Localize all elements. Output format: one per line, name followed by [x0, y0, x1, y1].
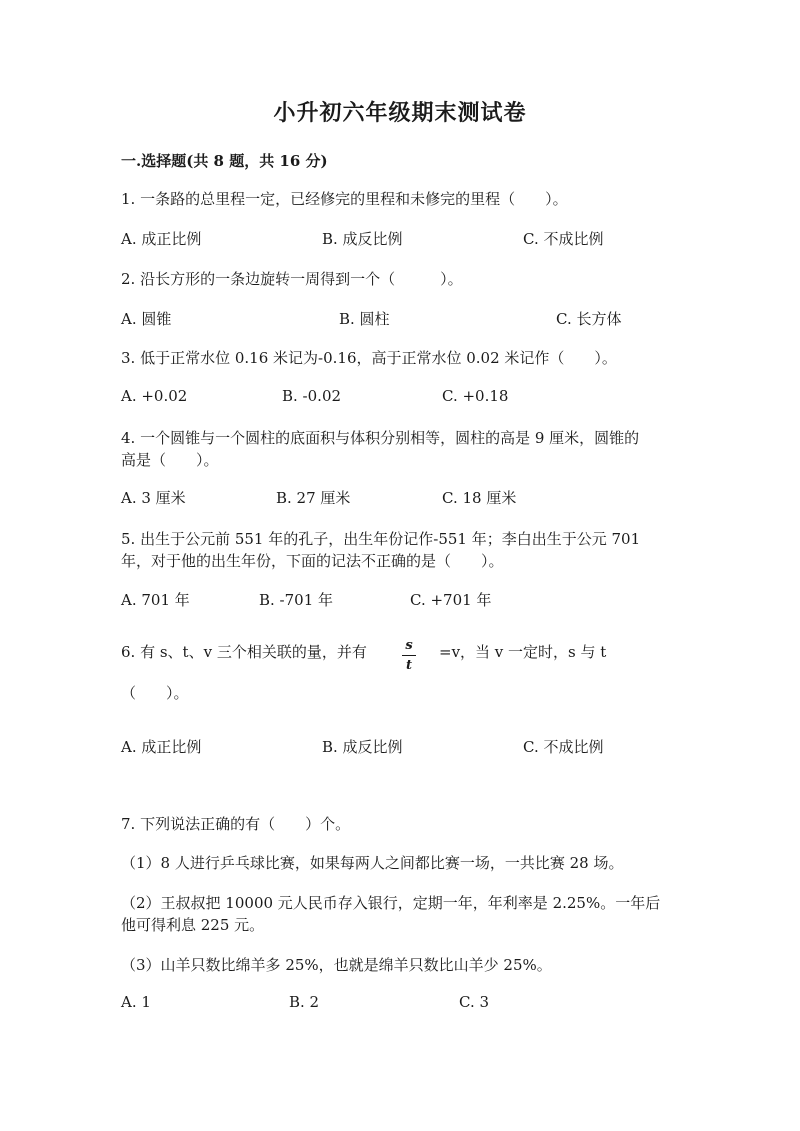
page-title: 小升初六年级期末测试卷: [273, 100, 527, 126]
question-4-stem-line-2: 高是（ ）。: [121, 451, 219, 469]
fraction-numerator: s: [405, 638, 413, 653]
question-3-option-c: C. +0.18: [442, 387, 509, 405]
question-3-option-b: B. -0.02: [282, 387, 342, 405]
question-4-option-c: C. 18 厘米: [442, 489, 517, 507]
fraction-bar: [402, 655, 416, 656]
question-4-option-b: B. 27 厘米: [276, 489, 351, 507]
question-6-stem-line-2: （ ）。: [121, 684, 189, 702]
question-7-option-a: A. 1: [121, 993, 151, 1011]
question-5-stem-line-2: 年，对于他的出生年份，下面的记法不正确的是（ ）。: [121, 552, 504, 570]
question-1-option-c: C. 不成比例: [523, 230, 604, 248]
question-2-option-b: B. 圆柱: [339, 310, 390, 328]
question-2-option-a: A. 圆锥: [121, 310, 172, 328]
question-4-stem-line-1: 4. 一个圆锥与一个圆柱的底面积与体积分别相等，圆柱的高是 9 厘米，圆锥的: [121, 429, 640, 447]
question-7-statement-1: （1）8 人进行乒乓球比赛，如果每两人之间都比赛一场，一共比赛 28 场。: [121, 854, 624, 872]
question-5-option-c: C. +701 年: [410, 591, 492, 609]
question-3-option-a: A. +0.02: [121, 387, 188, 405]
question-2-stem: 2. 沿长方形的一条边旋转一周得到一个（ ）。: [121, 270, 463, 288]
question-5-stem-line-1: 5. 出生于公元前 551 年的孔子，出生年份记作-551 年；李白出生于公元 701: [121, 530, 641, 548]
question-7-stem: 7. 下列说法正确的有（ ）个。: [121, 815, 351, 833]
question-1-option-a: A. 成正比例: [121, 230, 202, 248]
question-2-option-c: C. 长方体: [556, 310, 622, 328]
fraction-s-over-t: [400, 639, 418, 672]
question-6-stem-start: 6. 有 s、t、v 三个相关联的量，并有: [121, 643, 367, 661]
section-heading: 一.选择题(共 8 题，共 16 分): [121, 152, 328, 170]
question-6-option-b: B. 成反比例: [322, 738, 403, 756]
question-5-option-b: B. -701 年: [259, 591, 334, 609]
question-7-statement-2: （2）王叔叔把 10000 元人民币存入银行，定期一年，年利率是 2.25%。一年后: [121, 894, 661, 912]
question-6-stem-end: =v，当 v 一定时，s 与 t: [439, 643, 607, 661]
question-1-option-b: B. 成反比例: [322, 230, 403, 248]
question-1-stem: 1. 一条路的总里程一定，已经修完的里程和未修完的里程（ ）。: [121, 190, 568, 208]
question-4-option-a: A. 3 厘米: [121, 489, 186, 507]
question-7-statement-3: （3）山羊只数比绵羊多 25%，也就是绵羊只数比山羊少 25%。: [121, 956, 552, 974]
question-7-option-c: C. 3: [459, 993, 490, 1011]
fraction-denominator: t: [405, 658, 412, 673]
question-6-option-a: A. 成正比例: [121, 738, 202, 756]
question-5-option-a: A. 701 年: [121, 591, 190, 609]
question-7-statement-2-continued: 他可得利息 225 元。: [121, 916, 265, 934]
question-3-stem: 3. 低于正常水位 0.16 米记为-0.16，高于正常水位 0.02 米记作（ ）。: [121, 349, 617, 367]
question-6-option-c: C. 不成比例: [523, 738, 604, 756]
question-7-option-b: B. 2: [289, 993, 320, 1011]
